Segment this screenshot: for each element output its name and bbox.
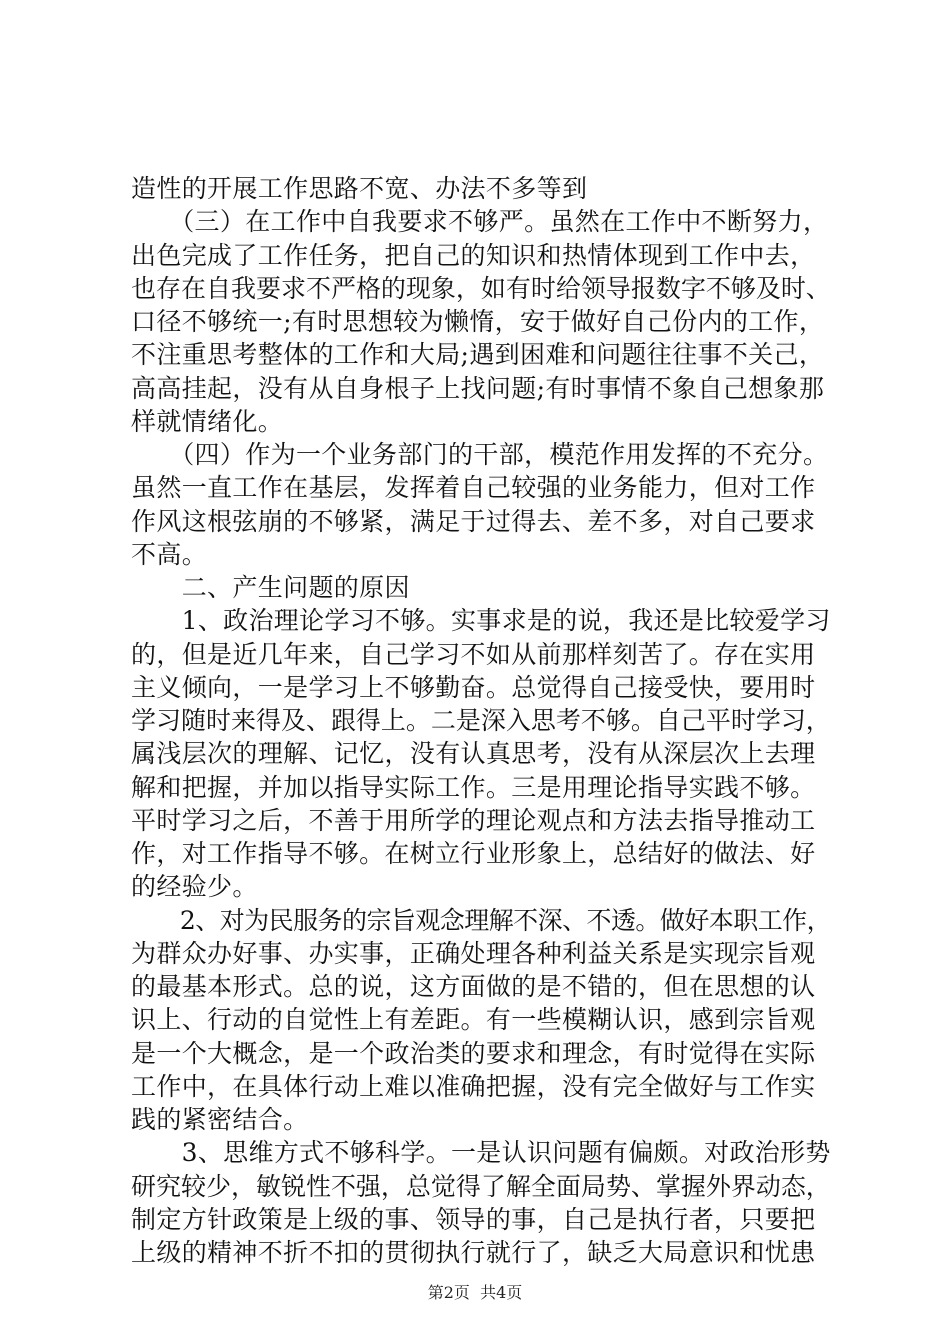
text-line: 二、产生问题的原因	[131, 573, 410, 602]
text-line: 识上、行动的自觉性上有差距。有一些模糊认识，感到宗旨观	[131, 1005, 816, 1035]
text-line: 为群众办好事、办实事，正确处理各种利益关系是实现宗旨观	[131, 938, 816, 968]
text-line: 作风这根弦崩的不够紧，满足于过得去、差不多，对自己要求	[131, 506, 816, 536]
text-line: 上级的精神不折不扣的贯彻执行就行了，缺乏大局意识和忧患	[131, 1238, 816, 1267]
text-line: 的，但是近几年来，自己学习不如从前那样刻苦了。存在实用	[131, 639, 816, 669]
text-line: 践的紧密结合。	[131, 1105, 309, 1134]
text-line: （三）在工作中自我要求不够严。虽然在工作中不断努力，	[131, 207, 829, 237]
text-line: 口径不够统一;有时思想较为懒惰，安于做好自己份内的工作，	[131, 307, 825, 336]
text-line: 研究较少，敏锐性不强，总觉得了解全面局势、掌握外界动态，	[131, 1171, 831, 1201]
text-line: 的经验少。	[131, 872, 258, 902]
text-line: 虽然一直工作在基层，发挥着自己较强的业务能力，但对工作	[131, 473, 816, 503]
text-line: 不高。	[131, 539, 208, 569]
text-line: 是一个大概念，是一个政治类的要求和理念，有时觉得在实际	[131, 1038, 816, 1068]
text-line: 不注重思考整体的工作和大局;遇到困难和问题往往事不关己，	[131, 340, 825, 370]
text-line: 出色完成了工作任务，把自己的知识和热情体现到工作中去，	[131, 240, 816, 270]
text-line: 也存在自我要求不严格的现象，如有时给领导报数字不够及时、	[131, 273, 831, 303]
text-line: 造性的开展工作思路不宽、办法不多等到	[131, 174, 588, 203]
text-line: 属浅层次的理解、记忆，没有认真思考，没有从深层次上去理	[131, 739, 816, 769]
text-line: 2、对为民服务的宗旨观念理解不深、不透。做好本职工作，	[131, 905, 832, 935]
text-line: 样就情绪化。	[131, 406, 284, 436]
text-line: 作，对工作指导不够。在树立行业形象上，总结好的做法、好	[131, 839, 816, 868]
text-line: 主义倾向，一是学习上不够勤奋。总觉得自己接受快，要用时	[131, 672, 816, 702]
text-line: 工作中，在具体行动上难以准确把握，没有完全做好与工作实	[131, 1071, 816, 1101]
text-line: 制定方针政策是上级的事、领导的事，自己是执行者，只要把	[131, 1204, 816, 1234]
text-line: 1、政治理论学习不够。实事求是的说，我还是比较爱学习	[131, 606, 831, 636]
text-line: （四）作为一个业务部门的干部，模范作用发挥的不充分。	[131, 440, 829, 469]
text-line: 3、思维方式不够科学。一是认识问题有偏颇。对政治形势	[131, 1138, 831, 1168]
text-line: 平时学习之后，不善于用所学的理论观点和方法去指导推动工	[131, 805, 816, 835]
text-line: 解和把握，并加以指导实际工作。三是用理论指导实践不够。	[131, 772, 816, 802]
text-line: 学习随时来得及、跟得上。二是深入思考不够。自己平时学习，	[131, 706, 831, 735]
page-footer: 第2页 共4页	[427, 1283, 523, 1302]
text-line: 的最基本形式。总的说，这方面做的是不错的，但在思想的认	[131, 972, 816, 1001]
document-body	[131, 172, 831, 1269]
text-line: 高高挂起，没有从自身根子上找问题;有时事情不象自己想象那	[131, 373, 825, 403]
